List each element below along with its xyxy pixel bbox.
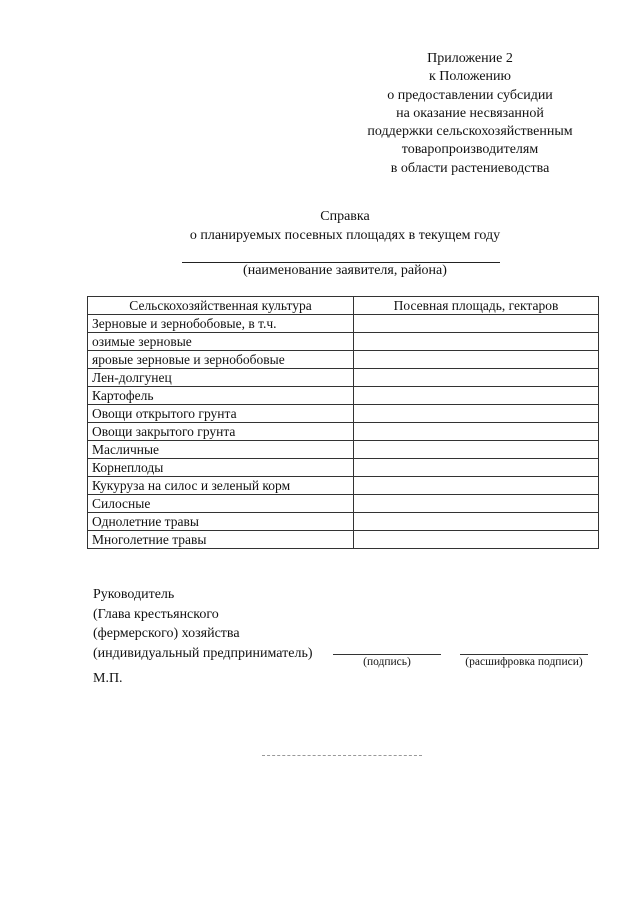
table-row bbox=[88, 315, 599, 333]
signature-decoding-caption: (расшифровка подписи) bbox=[465, 656, 583, 668]
crop-cell: Корнеплоды bbox=[88, 459, 354, 477]
crop-cell: Кукуруза на силос и зеленый корм bbox=[88, 477, 354, 495]
appendix-line: поддержки сельскохозяйственным bbox=[367, 124, 573, 140]
area-cell bbox=[354, 405, 599, 423]
title-main: Справка bbox=[320, 209, 370, 224]
table-row bbox=[88, 351, 599, 369]
table-row bbox=[88, 369, 599, 387]
table-row bbox=[88, 513, 599, 531]
footer-divider bbox=[262, 755, 422, 756]
area-cell bbox=[354, 531, 599, 549]
table-row bbox=[88, 387, 599, 405]
area-cell bbox=[354, 315, 599, 333]
table-row bbox=[88, 423, 599, 441]
signatory-line: Руководитель bbox=[93, 587, 175, 602]
appendix-line: о предоставлении субсидии bbox=[387, 87, 553, 103]
area-cell bbox=[354, 495, 599, 513]
table-row bbox=[88, 459, 599, 477]
applicant-caption: (наименование заявителя, района) bbox=[243, 263, 447, 278]
table-row bbox=[88, 441, 599, 459]
appendix-line: на оказание несвязанной bbox=[396, 105, 544, 121]
crop-cell: Силосные bbox=[88, 495, 354, 513]
crop-cell: Однолетние травы bbox=[88, 513, 354, 531]
crop-cell: Масличные bbox=[88, 441, 354, 459]
appendix-line: Приложение 2 bbox=[427, 51, 513, 66]
area-cell bbox=[354, 333, 599, 351]
crop-cell: Картофель bbox=[88, 387, 354, 405]
table-row bbox=[88, 495, 599, 513]
crop-cell: Лен-долгунец bbox=[88, 369, 354, 387]
document-title bbox=[120, 207, 570, 245]
title-subtitle: о планируемых посевных площадях в текущем году bbox=[189, 228, 501, 243]
table-header-row bbox=[88, 297, 599, 315]
header-area: Посевная площадь, гектаров bbox=[354, 297, 599, 315]
appendix-line: к Положению bbox=[428, 69, 511, 85]
appendix-line: в области растениеводства bbox=[390, 160, 550, 176]
signatory-block bbox=[93, 585, 593, 663]
crop-cell: Зерновые и зернобобовые, в т.ч. bbox=[88, 315, 354, 333]
crop-cell: Овощи закрытого грунта bbox=[88, 423, 354, 441]
appendix-line: товаропроизводителям bbox=[401, 142, 539, 158]
table-row bbox=[88, 405, 599, 423]
signature-caption: (подпись) bbox=[363, 656, 411, 668]
area-cell bbox=[354, 387, 599, 405]
crop-cell: Овощи открытого грунта bbox=[88, 405, 354, 423]
signatory-line: (Глава крестьянского bbox=[93, 606, 219, 622]
table-row bbox=[88, 333, 599, 351]
signatory-line: (индивидуальный предприниматель) bbox=[93, 645, 313, 661]
area-cell bbox=[354, 351, 599, 369]
area-cell bbox=[354, 423, 599, 441]
area-cell bbox=[354, 459, 599, 477]
table-row bbox=[88, 477, 599, 495]
area-cell bbox=[354, 477, 599, 495]
crop-cell: озимые зерновые bbox=[88, 333, 354, 351]
stamp-place: М.П. bbox=[93, 671, 123, 686]
header-crop: Сельскохозяйственная культура bbox=[88, 297, 354, 315]
table-row bbox=[88, 531, 599, 549]
signature-line bbox=[333, 654, 441, 655]
signatory-line: (фермерского) хозяйства bbox=[93, 626, 240, 641]
area-cell bbox=[354, 513, 599, 531]
area-cell bbox=[354, 369, 599, 387]
crop-cell: яровые зерновые и зернобобовые bbox=[88, 351, 354, 369]
appendix-header bbox=[340, 50, 600, 178]
area-cell bbox=[354, 441, 599, 459]
crops-table bbox=[87, 296, 599, 549]
crop-cell: Многолетние травы bbox=[88, 531, 354, 549]
signature-decoding-line bbox=[460, 654, 588, 655]
